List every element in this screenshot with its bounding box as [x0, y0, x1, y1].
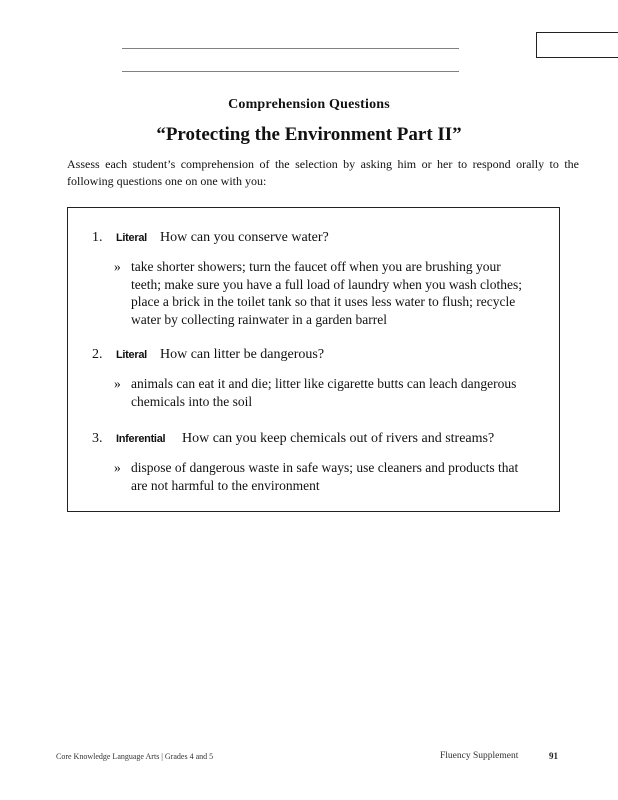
- date-line: [122, 71, 459, 72]
- answer-text: animals can eat it and die; litter like cigarette butts can leach dangerous chemicals into the soil: [131, 376, 517, 409]
- question-number: 3.: [92, 431, 103, 446]
- page-number: 91: [549, 751, 558, 761]
- score-box: [536, 32, 618, 58]
- footer-section: Fluency Supplement: [440, 751, 519, 761]
- question-2: [92, 346, 324, 364]
- question-number: 2.: [92, 347, 103, 362]
- page-title: “Protecting the Environment Part II”: [156, 124, 462, 145]
- question-3: [92, 430, 494, 448]
- answer-text: dispose of dangerous waste in safe ways; use cleaners and products that are not harmful to the environment: [131, 460, 519, 493]
- instructions-paragraph: Assess each student’s comprehension of the selection by asking him or her to respond orally to the following questions one on one with you:: [67, 157, 579, 188]
- footer-publication: Core Knowledge Language Arts | Grades 4 and 5: [56, 752, 214, 761]
- section-heading: Comprehension Questions: [228, 97, 390, 112]
- question-type: Literal: [116, 232, 147, 244]
- answer-1: [114, 258, 534, 328]
- question-text: How can litter be dangerous?: [160, 347, 325, 362]
- question-type: Literal: [116, 349, 147, 361]
- bullet-icon: »: [114, 376, 121, 391]
- question-number: 1.: [92, 230, 103, 245]
- question-type: Inferential: [116, 433, 166, 445]
- question-text: How can you conserve water?: [160, 230, 329, 245]
- answer-3: [114, 459, 534, 494]
- name-line: [122, 48, 459, 49]
- questions-box: [67, 207, 560, 512]
- question-1: [92, 229, 329, 247]
- question-text: How can you keep chemicals out of rivers and streams?: [182, 431, 495, 446]
- bullet-icon: »: [114, 460, 121, 475]
- answer-text: take shorter showers; turn the faucet off when you are brushing your teeth; make sure you have a full load of laundry when you wash clothes; place a brick in the toilet tank so that it uses less water to flush; recycle water by collecting rainwater in a garden barrel: [131, 259, 523, 327]
- bullet-icon: »: [114, 259, 121, 274]
- answer-2: [114, 375, 534, 410]
